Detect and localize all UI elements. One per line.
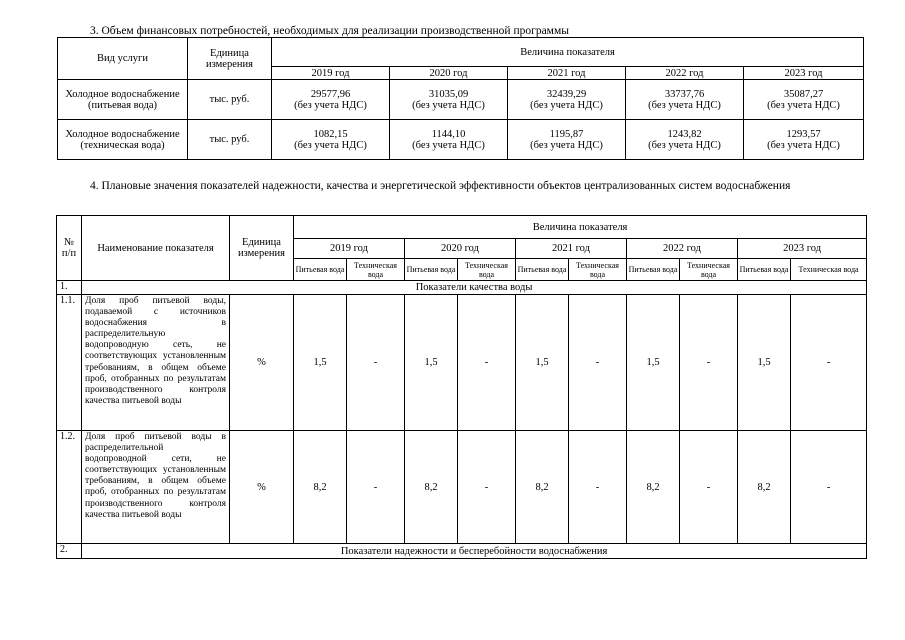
value-cell: -	[791, 295, 867, 431]
year-header: 2021 год	[516, 239, 627, 259]
value-cell: 32439,29 (без учета НДС)	[508, 80, 626, 120]
table-row	[58, 80, 864, 120]
value-cell: 35087,27 (без учета НДС)	[744, 80, 864, 120]
header-value: Величина показателя	[272, 38, 864, 67]
year-header: 2023 год	[738, 239, 867, 259]
value-cell: 8,2	[294, 431, 347, 544]
value-cell: 1,5	[738, 295, 791, 431]
sub-header-drinking: Питьевая вода	[627, 259, 680, 281]
value-cell: 1144,10 (без учета НДС)	[390, 120, 508, 160]
value-cell: 8,2	[405, 431, 458, 544]
value-cell: -	[347, 295, 405, 431]
year-header: 2020 год	[390, 67, 508, 80]
value-cell: 1243,82 (без учета НДС)	[626, 120, 744, 160]
value-cell: -	[791, 431, 867, 544]
unit-cell: тыс. руб.	[188, 80, 272, 120]
unit-cell: %	[230, 295, 294, 431]
year-header: 2019 год	[272, 67, 390, 80]
row-num: 1.2.	[57, 431, 82, 544]
financial-needs-table	[57, 37, 864, 160]
value-cell: -	[347, 431, 405, 544]
value-cell: 33737,76 (без учета НДС)	[626, 80, 744, 120]
value-cell: 1082,15 (без учета НДС)	[272, 120, 390, 160]
indicator-name: Доля проб питьевой воды, подаваемой с источников водоснабжения в распределительную водопроводную сеть, не соответствующих установленным требованиям, в общем объеме проб, отобранных по результатам производственного контроля качества питьевой воды	[82, 295, 230, 431]
value-cell: 1,5	[294, 295, 347, 431]
year-header: 2022 год	[627, 239, 738, 259]
sub-header-drinking: Питьевая вода	[294, 259, 347, 281]
year-header: 2022 год	[626, 67, 744, 80]
header-value: Величина показателя	[294, 216, 867, 239]
service-name: Холодное водоснабжение (техническая вода)	[58, 120, 188, 160]
value-cell: -	[680, 295, 738, 431]
unit-cell: %	[230, 431, 294, 544]
header-service: Вид услуги	[58, 38, 188, 80]
unit-cell: тыс. руб.	[188, 120, 272, 160]
row-num: 1.1.	[57, 295, 82, 431]
value-cell: 8,2	[516, 431, 569, 544]
value-cell: 1293,57 (без учета НДС)	[744, 120, 864, 160]
sub-header-technical: Техническая вода	[569, 259, 627, 281]
group-label: Показатели надежности и бесперебойности водоснабжения	[82, 544, 867, 559]
table-row	[57, 295, 867, 431]
sub-header-technical: Техническая вода	[791, 259, 867, 281]
group-num: 2.	[57, 544, 82, 559]
sub-header-drinking: Питьевая вода	[516, 259, 569, 281]
table-row	[57, 431, 867, 544]
year-header: 2023 год	[744, 67, 864, 80]
sub-header-drinking: Питьевая вода	[738, 259, 791, 281]
value-cell: 29577,96 (без учета НДС)	[272, 80, 390, 120]
sub-header-technical: Техническая вода	[347, 259, 405, 281]
indicator-name: Доля проб питьевой воды в распределительной водопроводной сети, не соответствующих установленным требованиям, в общем объеме проб, отобранных по результатам производственного контроля качества питьевой воды	[82, 431, 230, 544]
group-num: 1.	[57, 281, 82, 295]
value-cell: -	[458, 431, 516, 544]
year-header: 2021 год	[508, 67, 626, 80]
value-cell: 8,2	[627, 431, 680, 544]
sub-header-technical: Техническая вода	[680, 259, 738, 281]
year-header: 2019 год	[294, 239, 405, 259]
value-cell: -	[569, 431, 627, 544]
header-num: № п/п	[57, 216, 82, 281]
group-label: Показатели качества воды	[82, 281, 867, 295]
value-cell: 8,2	[738, 431, 791, 544]
value-cell: 1,5	[516, 295, 569, 431]
sub-header-technical: Техническая вода	[458, 259, 516, 281]
value-cell: 1,5	[627, 295, 680, 431]
year-header: 2020 год	[405, 239, 516, 259]
sub-header-drinking: Питьевая вода	[405, 259, 458, 281]
header-name: Наименование показателя	[82, 216, 230, 281]
value-cell: 31035,09 (без учета НДС)	[390, 80, 508, 120]
header-unit: Единица измерения	[188, 38, 272, 80]
value-cell: -	[569, 295, 627, 431]
indicators-table	[56, 215, 867, 559]
value-cell: -	[458, 295, 516, 431]
table-row	[58, 120, 864, 160]
value-cell: 1195,87 (без учета НДС)	[508, 120, 626, 160]
section-4-title: 4. Плановые значения показателей надежности, качества и энергетической эффективности объектов централизованных систем водоснабжения	[90, 180, 791, 192]
service-name: Холодное водоснабжение (питьевая вода)	[58, 80, 188, 120]
group-row	[57, 544, 867, 559]
group-row	[57, 281, 867, 295]
header-unit: Единица измерения	[230, 216, 294, 281]
section-3-title: 3. Объем финансовых потребностей, необходимых для реализации производственной программы	[90, 25, 569, 37]
value-cell: 1,5	[405, 295, 458, 431]
value-cell: -	[680, 431, 738, 544]
